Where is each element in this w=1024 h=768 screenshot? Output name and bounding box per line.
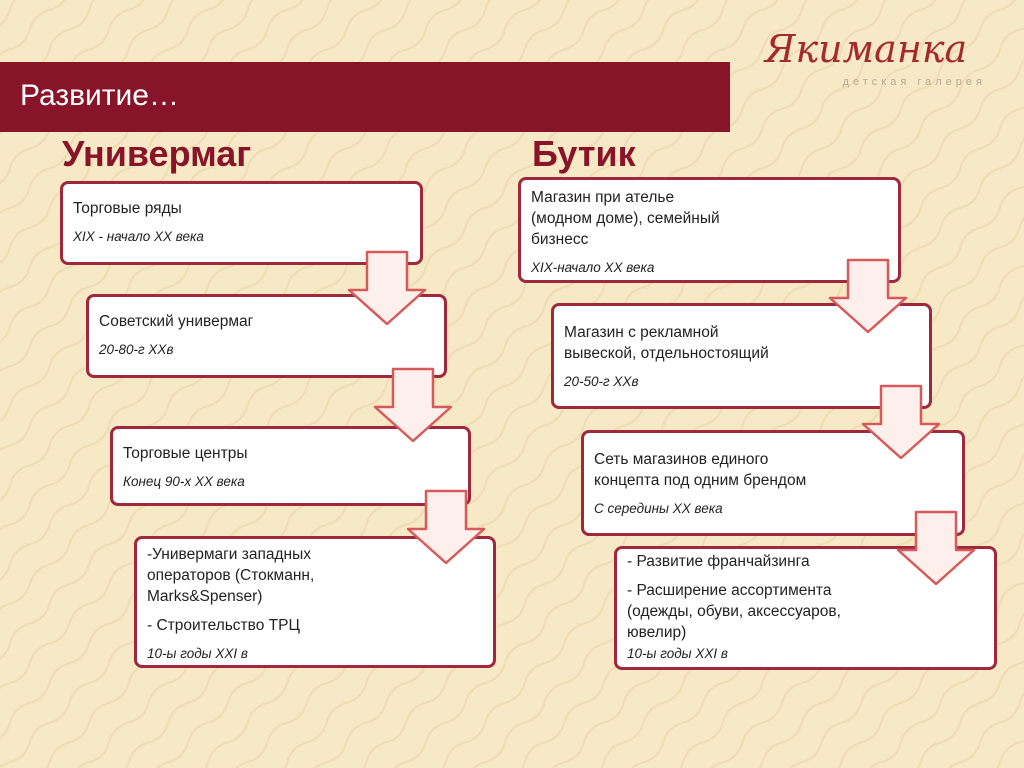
stage-period: XIX - начало XX века xyxy=(73,229,204,244)
down-arrow-icon xyxy=(347,250,427,326)
stage-text: Сеть магазинов единого концепта под одним брендом xyxy=(594,451,807,489)
stage-period: 20-50-г XXв xyxy=(564,374,639,389)
stage-text: Торговые центры xyxy=(123,445,248,462)
stage-period: 20-80-г XXв xyxy=(99,342,174,357)
stage-period: Конец 90-х XX века xyxy=(123,474,245,489)
stage-text: Торговые ряды xyxy=(73,200,182,217)
down-arrow-icon xyxy=(373,367,453,443)
logo-subtitle: детская галерея xyxy=(842,76,986,88)
down-arrow-icon xyxy=(896,510,976,586)
slide-title: Развитие… xyxy=(20,79,179,112)
stage-text: - Расширение ассортимента (одежды, обуви, аксессуаров, ювелир) xyxy=(627,582,841,641)
stage-text: -Универмаги западных операторов (Стокманн, Marks&Spenser) xyxy=(147,546,315,605)
down-arrow-icon xyxy=(861,384,941,460)
stage-text: - Развитие франчайзинга xyxy=(627,553,810,570)
stage-text: Советский универмаг xyxy=(99,313,254,330)
column-heading-univermag: Универмаг xyxy=(62,133,252,174)
logo-name: Якиманка xyxy=(764,27,968,71)
stage-period: XIX-начало XX века xyxy=(531,260,655,275)
stage-period: С середины XX века xyxy=(594,501,723,516)
stage-text: Магазин с рекламной вывеской, отдельностоящий xyxy=(564,324,769,362)
stage-period: 10-ы годы XXI в xyxy=(147,646,248,661)
stage-text: Магазин при ателье (модном доме), семейный бизнесс xyxy=(531,189,720,248)
stage-text: - Строительство ТРЦ xyxy=(147,617,300,634)
column-heading-butik: Бутик xyxy=(532,133,636,174)
stage-period: 10-ы годы XXI в xyxy=(627,646,728,661)
down-arrow-icon xyxy=(406,489,486,565)
down-arrow-icon xyxy=(828,258,908,334)
logo xyxy=(736,26,996,106)
title-bar xyxy=(0,62,730,132)
